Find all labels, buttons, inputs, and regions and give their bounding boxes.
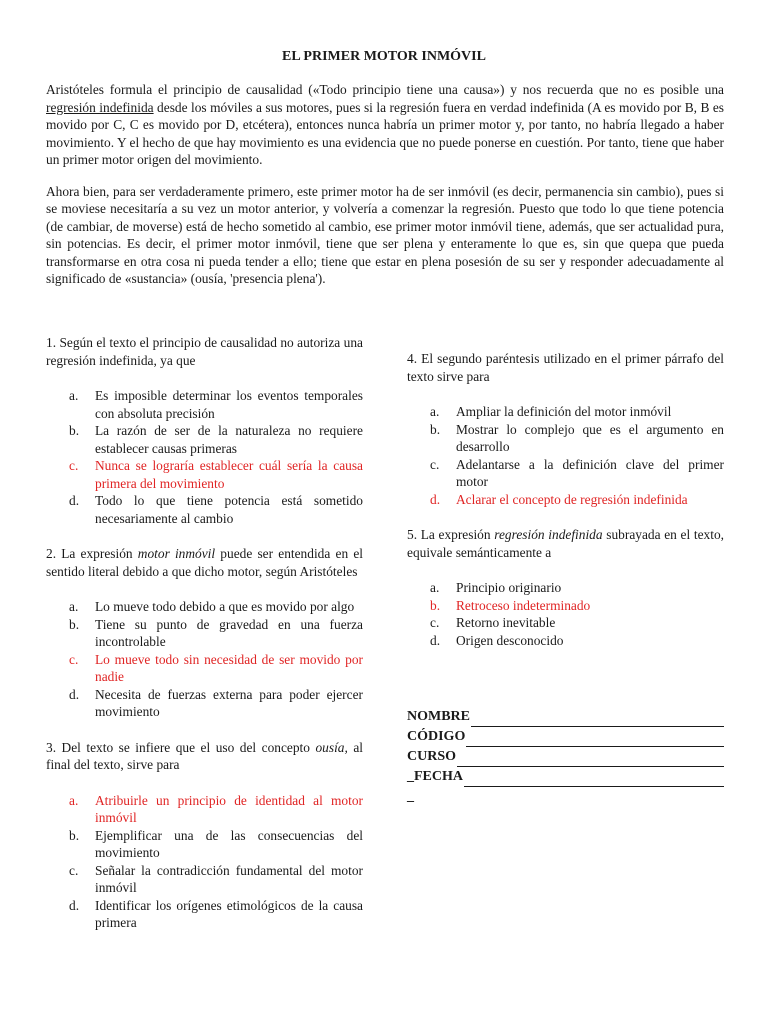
- option-letter: b.: [430, 597, 441, 613]
- option-4a[interactable]: [407, 403, 724, 421]
- option-5d[interactable]: [407, 632, 724, 650]
- option-letter: b.: [430, 421, 441, 437]
- option-letter: b.: [69, 423, 80, 438]
- question-1-options: [46, 387, 363, 527]
- question-5-options: [407, 579, 724, 649]
- question-1: [46, 334, 363, 527]
- option-text: Lo mueve todo sin necesidad de ser movido por nadie: [95, 651, 363, 684]
- option-3d[interactable]: [46, 897, 363, 932]
- option-text: Mostrar lo complejo que es el argumento en desarrollo: [456, 421, 724, 454]
- stem-italic: regresión indefinida: [494, 527, 603, 542]
- option-letter: d.: [69, 897, 80, 913]
- fecha-row[interactable]: [407, 767, 724, 787]
- underlined-phrase: regresión indefinida: [46, 99, 154, 115]
- question-2: [46, 545, 363, 721]
- intro-paragraph-2: Ahora bien, para ser verdaderamente primero, este primer motor ha de ser inmóvil (es decir, permanencia sin cambio), pues si se moviese necesitaría a su vez un motor anterior, y volvería a comenzar la regresión. Puesto que todo lo que tiene potencia (de cambiar, de moverse) está de hecho sometido al cambio, ese primer motor inmóvil tiene, además, que ser actualidad pura, sin potencias. Es decir, el primer motor inmóvil, tiene que ser plena y enteramente lo que es, sin que quepa que pueda transformarse en otra cosa ni pueda tender a ello; tiene que estar en plena posesión de su ser y responder adecuadamente al significado de «sustancia» (ousía, 'presencia plena').: [46, 183, 724, 286]
- option-3a-correct[interactable]: [46, 792, 363, 827]
- option-letter: c.: [69, 651, 79, 667]
- option-letter: a.: [430, 580, 440, 595]
- option-5a[interactable]: [407, 579, 724, 597]
- option-letter: b.: [69, 827, 80, 843]
- question-2-stem: [46, 545, 363, 580]
- option-3b[interactable]: [46, 827, 363, 862]
- fecha-label: _FECHA: [407, 769, 463, 784]
- option-letter: d.: [430, 491, 441, 507]
- question-1-stem: 1. Según el texto el principio de causalidad no autoriza una regresión indefinida, ya que: [46, 335, 363, 368]
- codigo-blank[interactable]: [466, 731, 724, 747]
- trailing-underscore: _: [407, 789, 414, 804]
- fecha-blank[interactable]: [464, 771, 724, 787]
- question-2-options: [46, 598, 363, 721]
- option-text: Necesita de fuerzas externa para poder ejercer movimiento: [95, 686, 363, 719]
- option-text: La razón de ser de la naturaleza no requiere establecer causas primeras: [95, 423, 363, 456]
- option-letter: c.: [430, 615, 440, 630]
- student-info-form: [407, 707, 724, 807]
- question-3-options: [46, 792, 363, 932]
- stem-text: puede ser entendida en el sentido literal debido a que dicho motor, según Aristóteles: [46, 546, 363, 579]
- option-letter: a.: [430, 404, 440, 419]
- option-text: Aclarar el concepto de regresión indefinida: [456, 491, 688, 507]
- option-text: Ejemplificar una de las consecuencias del movimiento: [95, 827, 363, 860]
- option-text: Todo lo que tiene potencia está sometido necesariamente al cambio: [95, 493, 363, 526]
- option-4b[interactable]: [407, 421, 724, 456]
- option-letter: c.: [430, 456, 440, 472]
- option-text: Nunca se lograría establecer cuál sería la causa primera del movimiento: [95, 458, 363, 491]
- option-3c[interactable]: [46, 862, 363, 897]
- option-letter: d.: [430, 632, 441, 648]
- option-letter: a.: [69, 388, 79, 403]
- question-4-stem: 4. El segundo paréntesis utilizado en el primer párrafo del texto sirve para: [407, 351, 724, 384]
- stem-text: 3. Del texto se infiere que el uso del concepto: [46, 739, 316, 755]
- nombre-row[interactable]: [407, 707, 724, 727]
- option-5b-correct[interactable]: [407, 597, 724, 615]
- question-3: [46, 739, 363, 932]
- option-text: Retroceso indeterminado: [456, 597, 591, 613]
- intro-paragraph-1: [46, 81, 724, 169]
- option-letter: d.: [69, 686, 80, 702]
- codigo-label: CÓDIGO: [407, 729, 466, 744]
- option-text: Es imposible determinar los eventos temporales con absoluta precisión: [95, 388, 363, 421]
- option-text: Lo mueve todo debido a que es movido por algo: [95, 599, 355, 614]
- option-letter: a.: [69, 599, 79, 614]
- option-text: Origen desconocido: [456, 632, 564, 648]
- stem-text: al final del texto, sirve para: [46, 739, 364, 772]
- option-text: Retorno inevitable: [456, 615, 556, 630]
- curso-blank[interactable]: [457, 751, 724, 767]
- option-1c-correct[interactable]: [46, 457, 363, 492]
- stem-text: 5. La expresión: [407, 527, 495, 542]
- codigo-row[interactable]: [407, 727, 724, 747]
- nombre-label: NOMBRE: [407, 709, 470, 724]
- stem-italic: motor inmóvil: [137, 546, 216, 561]
- option-5c[interactable]: [407, 614, 724, 632]
- option-letter: a.: [69, 792, 79, 808]
- option-text: Atribuirle un principio de identidad al motor inmóvil: [95, 792, 363, 825]
- intro-text: [46, 81, 724, 302]
- option-4c[interactable]: [407, 456, 724, 491]
- curso-row[interactable]: [407, 747, 724, 767]
- page-title: EL PRIMER MOTOR INMÓVIL: [282, 49, 486, 64]
- stem-italic: ousía,: [315, 739, 348, 755]
- option-text: Tiene su punto de gravedad en una fuerza incontrolable: [95, 616, 363, 649]
- question-4: [407, 350, 724, 508]
- option-text: Adelantarse a la definición clave del primer motor: [456, 456, 724, 489]
- option-letter: c.: [69, 458, 79, 473]
- option-letter: c.: [69, 862, 79, 878]
- curso-label: CURSO: [407, 749, 457, 764]
- questions-right-column: [407, 350, 724, 667]
- option-letter: b.: [69, 616, 80, 632]
- option-letter: d.: [69, 493, 80, 508]
- option-text: Ampliar la definición del motor inmóvil: [456, 404, 672, 419]
- stem-text: subrayada en el texto, equivale semánticamente a: [407, 527, 724, 560]
- stem-text: 2. La expresión: [46, 546, 138, 561]
- option-text: Principio originario: [456, 580, 562, 595]
- intro-p1-after: desde los móviles a sus motores, pues si la regresión fuera en verdad indefinida (A es movido por B, B es movido por C, C es movido por D, etcétera), entonces nunca habría un primer motor y, por tanto, no habría llegado a haber movimiento. Y el hecho de que hay movimiento es una evidencia que no puede ponerse en cuestión. Por tanto, tiene que haber un primer motor origen del movimiento.: [46, 99, 724, 167]
- intro-p1-before: Aristóteles formula el principio de causalidad («Todo principio tiene una causa») y nos recuerda que no es posible una: [46, 82, 724, 97]
- nombre-blank[interactable]: [471, 711, 724, 727]
- option-1a[interactable]: [46, 387, 363, 422]
- option-text: Identificar los orígenes etimológicos de la causa primera: [95, 897, 363, 930]
- question-5: [407, 526, 724, 649]
- option-text: Señalar la contradicción fundamental del motor inmóvil: [95, 862, 363, 895]
- option-2d[interactable]: [46, 686, 363, 721]
- question-4-options: [407, 403, 724, 508]
- option-1b[interactable]: [46, 422, 363, 457]
- question-3-stem: [46, 739, 363, 774]
- option-4d-correct[interactable]: [407, 491, 724, 509]
- option-2b[interactable]: [46, 616, 363, 651]
- option-2c-correct[interactable]: [46, 651, 363, 686]
- questions-left-column: [46, 334, 363, 950]
- question-5-stem: [407, 526, 724, 561]
- option-1d[interactable]: [46, 492, 363, 527]
- option-2a[interactable]: [46, 598, 363, 616]
